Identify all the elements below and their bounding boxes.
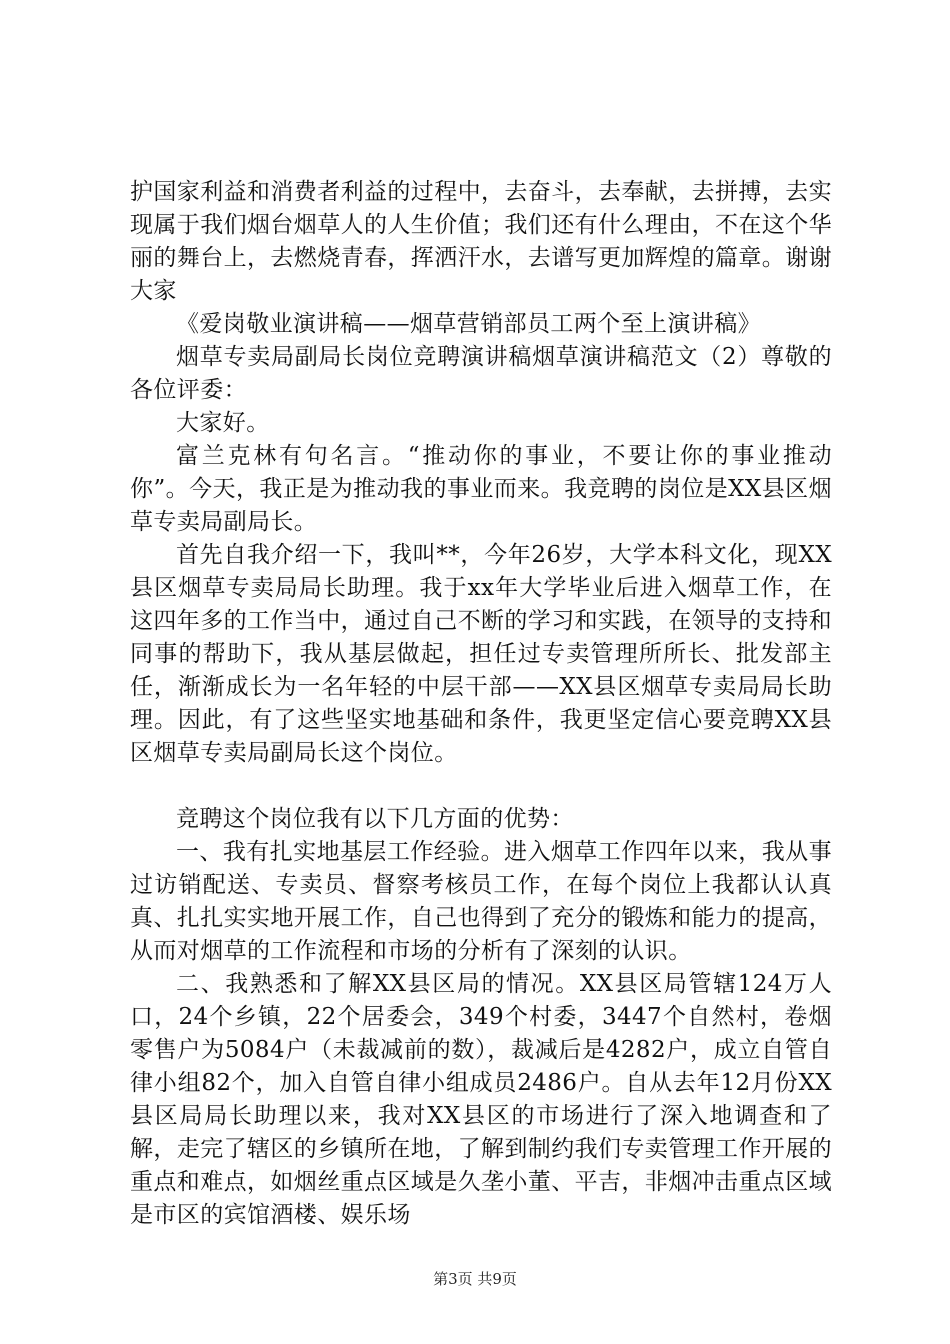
paragraph-spacer [130, 770, 832, 803]
paragraph-speech-heading: 烟草专卖局副局长岗位竞聘演讲稿烟草演讲稿范文（2）尊敬的各位评委： [130, 344, 832, 403]
paragraph-advantage-two: 二、我熟悉和了解XX县区局的情况。XX县区局管辖124万人口，24个乡镇，22个居委会，349个村委，3447个自然村，卷烟零售户为5084户（未裁减前的数），裁减后是4282户，成立自管自律小组82个，加入自管自律小组成员2486户。自从去年12月份XX县区局局长助理以来，我对XX县区的市场进行了深入地调查和了解，走完了辖区的乡镇所在地，了解到制约我们专卖管理工作开展的重点和难点，如烟丝重点区域是久垄小董、平吉，非烟冲击重点区域是市区的宾馆酒楼、娱乐场 [130, 971, 832, 1228]
document-body [130, 176, 832, 1232]
paragraph-quote: 富兰克林有句名言。“推动你的事业，不要让你的事业推动你”。今天，我正是为推动我的事业而来。我竞聘的岗位是XX县区烟草专卖局副局长。 [130, 443, 832, 535]
paragraph-source-title: 《爱岗敬业演讲稿——烟草营销部员工两个至上演讲稿》 [176, 311, 761, 337]
paragraph-advantage-one: 一、我有扎实地基层工作经验。进入烟草工作四年以来，我从事过访销配送、专卖员、督察考核员工作，在每个岗位上我都认认真真、扎扎实实地开展工作，自己也得到了充分的锻炼和能力的提高，从而对烟草的工作流程和市场的分析有了深刻的认识。 [130, 839, 832, 964]
page-number-footer: 第3页 共9页 [433, 1270, 517, 1288]
paragraph-greeting: 大家好。 [176, 410, 270, 436]
paragraph-advantages-intro: 竞聘这个岗位我有以下几方面的优势： [176, 806, 574, 832]
paragraph-closing-remarks: 护国家利益和消费者利益的过程中，去奋斗，去奉献，去拼搏，去实现属于我们烟台烟草人的人生价值；我们还有什么理由，不在这个华丽的舞台上，去燃烧青春，挥洒汗水，去谱写更加辉煌的篇章。谢谢大家 [130, 179, 832, 304]
paragraph-self-introduction: 首先自我介绍一下，我叫**，今年26岁，大学本科文化，现XX县区烟草专卖局局长助理。我于xx年大学毕业后进入烟草工作，在这四年多的工作当中，通过自己不断的学习和实践，在领导的支持和同事的帮助下，我从基层做起，担任过专卖管理所所长、批发部主任，渐渐成长为一名年轻的中层干部——XX县区烟草专卖局局长助理。因此，有了这些坚实地基础和条件，我更坚定信心要竞聘XX县区烟草专卖局副局长这个岗位。 [130, 542, 832, 766]
